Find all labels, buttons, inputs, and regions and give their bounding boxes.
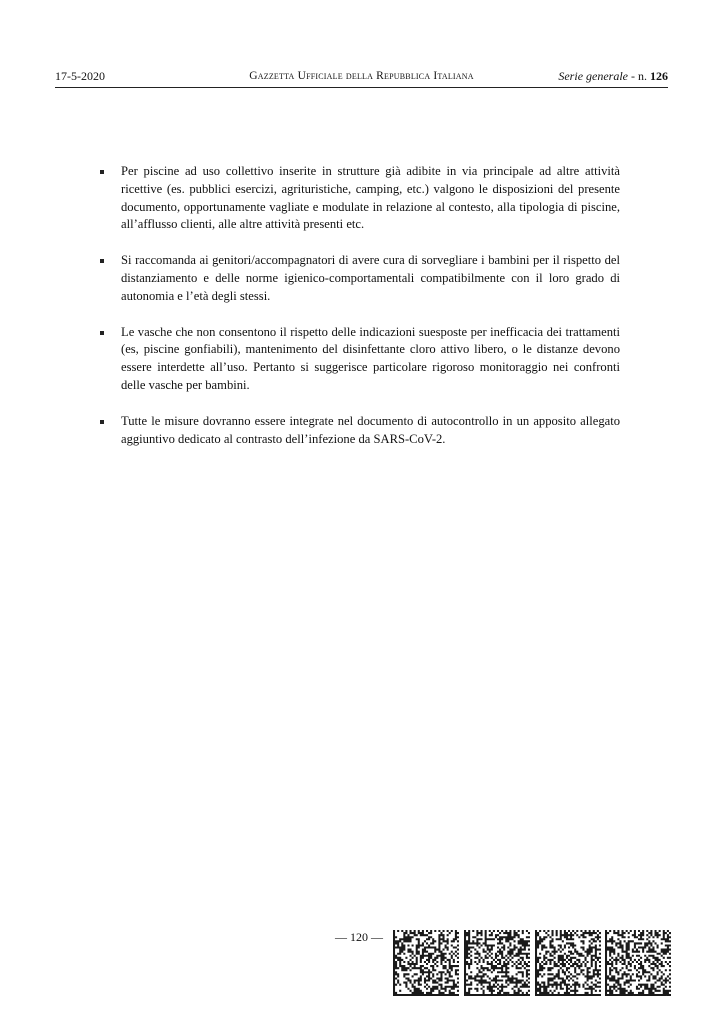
header-series bbox=[558, 69, 668, 84]
datamatrix-code-1 bbox=[393, 930, 459, 997]
list-item bbox=[100, 413, 620, 449]
header-title-text: Gazzetta Ufficiale della Repubblica Italiana bbox=[249, 70, 474, 82]
datamatrix-code-3 bbox=[535, 930, 601, 997]
page-number: — 120 — bbox=[335, 930, 383, 944]
bullet-list bbox=[100, 163, 620, 466]
list-item-text: Per piscine ad uso collettivo inserite in strutture già adibite in via principale ad altre attività ricettive (es. pubblici esercizi, agrituristiche, camping, etc.) valgono le disposizioni del presente documento, opportunamente vagliate e modulate in relazione al contesto, alla tipologia di piscine, all’afflusso clienti, alle altre attività presenti etc. bbox=[121, 164, 620, 232]
header-date: 17-5-2020 bbox=[55, 69, 105, 83]
list-item-text: Tutte le misure dovranno essere integrate nel documento di autocontrollo in un apposito allegato aggiuntivo dedicato al contrasto dell’infezione da SARS-CoV-2. bbox=[121, 413, 620, 446]
page-footer bbox=[0, 930, 724, 1000]
list-item-text: Si raccomanda ai genitori/accompagnatori di avere cura di sorvegliare i bambini per il rispetto del distanziamento e delle norme igienico-comportamentali compatibilmente con il loro grado di autonomia e l’età degli stessi. bbox=[121, 253, 620, 303]
list-item bbox=[100, 324, 620, 395]
page-header bbox=[55, 69, 668, 85]
header-series-number: 126 bbox=[650, 69, 668, 83]
list-item bbox=[100, 252, 620, 305]
list-item-text: Le vasche che non consentono il rispetto delle indicazioni suesposte per inefficacia dei trattamenti (es, piscine gonfiabili), mantenimento del disinfettante cloro attivo libero, o le distanze devono essere interdette all’uso. Pertanto si suggerisce particolare rigoroso monitoraggio nei confronti delle vasche per bambini. bbox=[121, 324, 620, 392]
bullet-icon bbox=[100, 259, 104, 263]
list-item bbox=[100, 163, 620, 234]
header-series-label: Serie generale bbox=[558, 69, 628, 83]
datamatrix-code-4 bbox=[605, 930, 671, 997]
bullet-icon bbox=[100, 420, 104, 424]
bullet-icon bbox=[100, 170, 104, 174]
header-rule bbox=[55, 87, 668, 88]
bullet-icon bbox=[100, 331, 104, 335]
datamatrix-code-2 bbox=[464, 930, 530, 997]
header-series-separator: - n. bbox=[628, 69, 650, 83]
